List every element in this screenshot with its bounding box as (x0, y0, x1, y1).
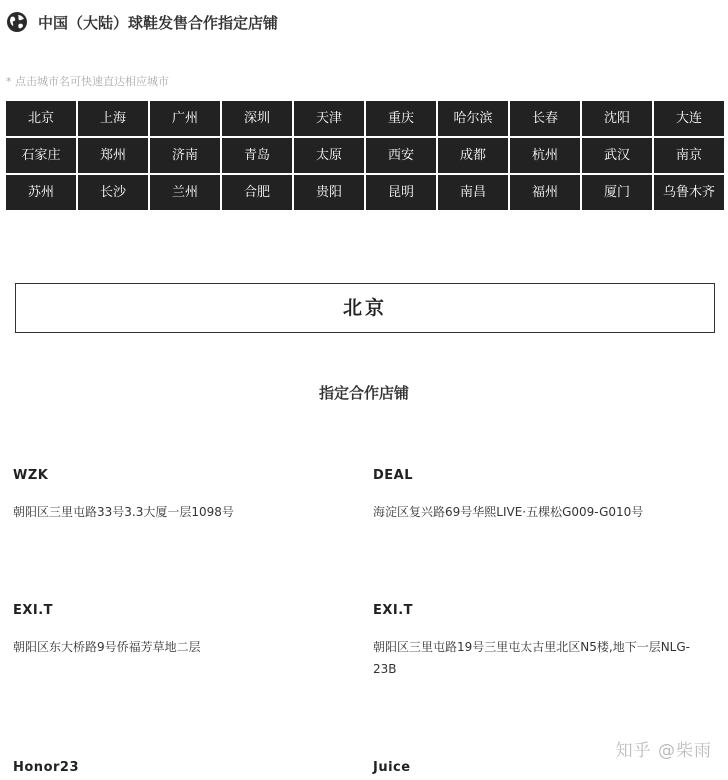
store-card (13, 760, 353, 775)
city-link[interactable]: 广州 (150, 101, 220, 136)
city-link[interactable]: 杭州 (510, 138, 580, 173)
city-link[interactable]: 兰州 (150, 175, 220, 210)
store-address: 朝阳区三里屯路33号3.3大厦一层1098号 (13, 505, 234, 519)
city-link[interactable]: 深圳 (222, 101, 292, 136)
watermark: 知乎 @柴雨 (615, 741, 712, 761)
city-link[interactable]: 青岛 (222, 138, 292, 173)
city-link[interactable]: 重庆 (366, 101, 436, 136)
city-link[interactable]: 合肥 (222, 175, 292, 210)
city-link[interactable]: 成都 (438, 138, 508, 173)
city-link[interactable]: 大连 (654, 101, 724, 136)
store-name: EXI.T (13, 603, 54, 618)
city-link[interactable]: 长沙 (78, 175, 148, 210)
selected-city-heading: 北京 (15, 283, 715, 333)
city-link[interactable]: 西安 (366, 138, 436, 173)
city-link[interactable]: 太原 (294, 138, 364, 173)
store-name: WZK (13, 468, 49, 483)
store-address: 朝阳区东大桥路9号侨福芳草地二层 (13, 640, 201, 654)
store-name: Juice (373, 760, 411, 775)
store-card (13, 468, 353, 523)
city-link[interactable]: 武汉 (582, 138, 652, 173)
city-link[interactable]: 苏州 (6, 175, 76, 210)
city-link[interactable]: 长春 (510, 101, 580, 136)
city-link[interactable]: 贵阳 (294, 175, 364, 210)
city-grid (6, 101, 724, 210)
city-link[interactable]: 北京 (6, 101, 76, 136)
store-name: DEAL (373, 468, 414, 483)
globe-icon (6, 11, 28, 33)
city-link[interactable]: 沈阳 (582, 101, 652, 136)
page-header (6, 10, 278, 34)
store-address: 朝阳区三里屯路19号三里屯太古里北区N5楼,地下一层NLG-23B (373, 640, 690, 676)
store-card (373, 468, 713, 523)
city-link[interactable]: 南昌 (438, 175, 508, 210)
city-link[interactable]: 南京 (654, 138, 724, 173)
city-link[interactable]: 乌鲁木齐 (654, 175, 724, 210)
city-link[interactable]: 济南 (150, 138, 220, 173)
city-link[interactable]: 昆明 (366, 175, 436, 210)
city-link[interactable]: 天津 (294, 101, 364, 136)
store-address: 海淀区复兴路69号华熙LIVE·五棵松G009-G010号 (373, 505, 644, 519)
store-name: EXI.T (373, 603, 414, 618)
store-name: Honor23 (13, 760, 79, 775)
city-link[interactable]: 福州 (510, 175, 580, 210)
page-title: 中国（大陆）球鞋发售合作指定店铺 (38, 13, 279, 32)
city-link[interactable]: 郑州 (78, 138, 148, 173)
store-card (373, 760, 713, 775)
city-link[interactable]: 上海 (78, 101, 148, 136)
hint-text: * 点击城市名可快速直达相应城市 (6, 75, 169, 88)
store-card (13, 603, 353, 658)
city-link[interactable]: 厦门 (582, 175, 652, 210)
city-link[interactable]: 哈尔滨 (438, 101, 508, 136)
city-link[interactable]: 石家庄 (6, 138, 76, 173)
section-title: 指定合作店铺 (318, 384, 409, 402)
store-card (373, 603, 713, 680)
